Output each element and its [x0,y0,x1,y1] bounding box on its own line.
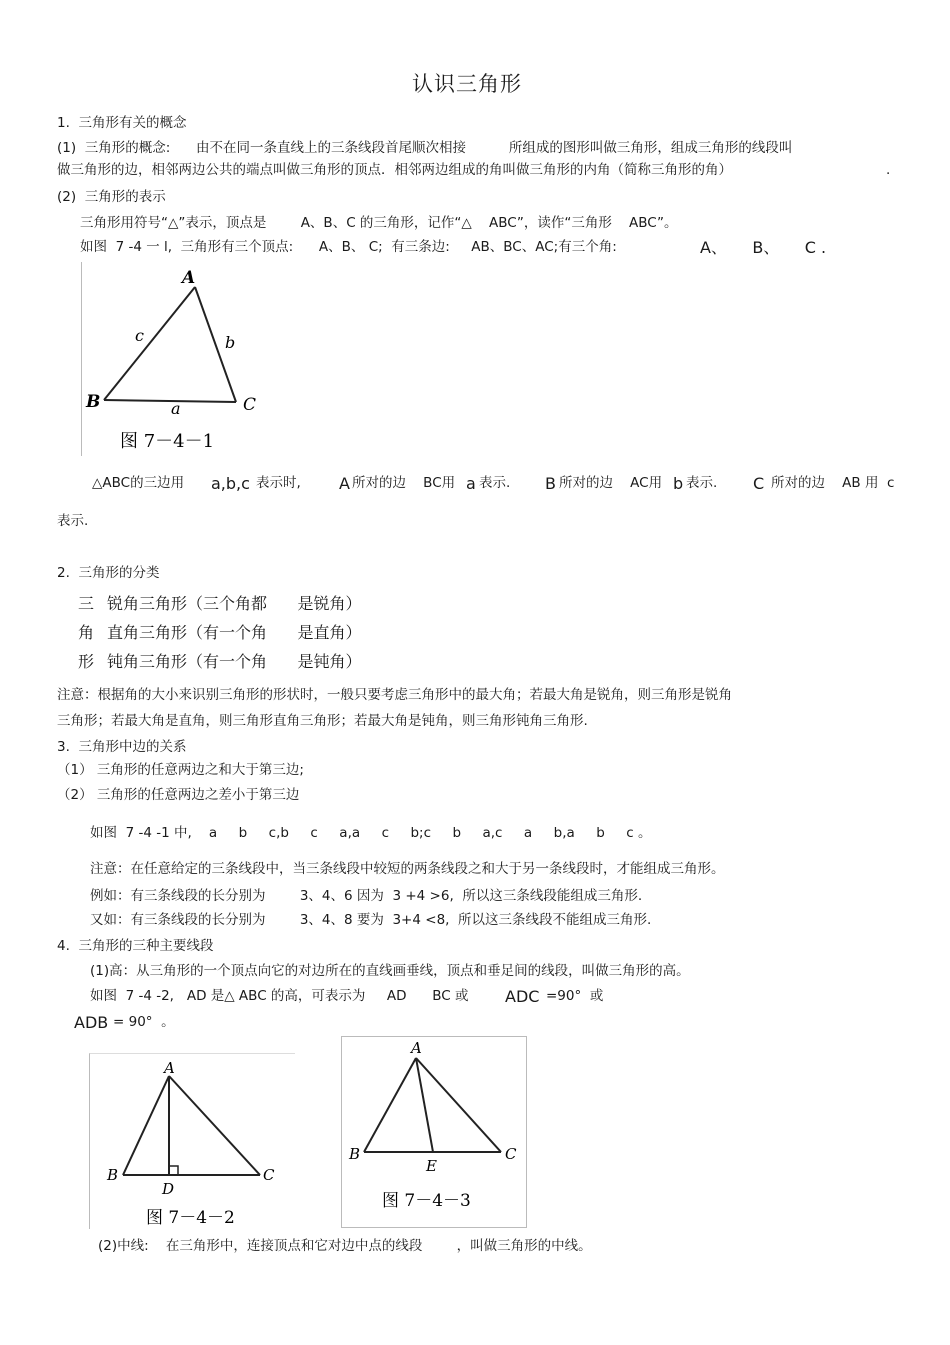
fig3-side-ab [364,1058,416,1152]
section-2-heading: 2. 三角形的分类 [57,565,160,581]
height-adc: ADC [505,987,540,1006]
side-text-7: 所对的边 AB 用 c [771,475,895,491]
classification-prefix-1: 三 [78,594,95,613]
concept-line-2: 做三角形的边，相邻两边公共的端点叫做三角形的顶点．相邻两边组成的角叫做三角形的内角（简称三角形的角） [57,162,732,178]
relation-example-2: 又如：有三条线段的长分别为 3、4、8 要为 3+4 <8, 所以这三条线段不能组成三角形. [90,912,652,928]
height-example: 如图 7 -4 -2, AD 是△ ABC 的高，可表示为 AD BC 或 [90,988,469,1004]
height-adb: ADB [74,1013,109,1032]
side-B: B [545,474,556,493]
fig3-caption: 图 7－4－3 [382,1191,471,1211]
height-definition: (1)高：从三角形的一个顶点向它的对边所在的直线画垂线，顶点和垂足间的线段，叫做三角形的高。 [90,963,690,979]
fig2-label-A: A [164,1059,175,1077]
relation-note: 注意：在任意给定的三条线段中，当三条线段中较短的两条线段之和大于另一条线段时，才能组成三角形。 [90,861,725,877]
representation-line-1: 三角形用符号“△”表示，顶点是 A、B、C 的三角形，记作“△ ABC”，读作“三角形 ABC”。 [80,215,678,231]
fig1-label-b: b [225,333,236,352]
classification-note-1: 注意：根据角的大小来识别三角形的形状时，一般只要考虑三角形中的最大角；若最大角是锐角，则三角形是锐角 [57,687,732,703]
fig2-label-D: D [162,1180,175,1198]
fig1-label-A: A [182,268,196,288]
fig3-label-B: B [349,1145,361,1163]
page-title: 认识三角形 [412,72,522,96]
fig2-side-ac [169,1076,260,1175]
fig3-label-C: C [505,1145,517,1163]
side-a: a [466,474,476,493]
section-1-heading: 1. 三角形有关的概念 [57,115,187,131]
classification-note-2: 三角形；若最大角是直角，则三角形直角三角形；若最大角是钝角，则三角形钝角三角形. [57,713,588,729]
figure-7-4-2 [89,1053,295,1229]
fig1-side-c [104,287,195,400]
side-text-6: 表示. [686,475,718,491]
classification-prefix-3: 形 [78,652,95,671]
side-abc: a,b,c [211,474,250,493]
side-A: A [339,474,350,493]
side-text-2: 表示时, [256,475,301,491]
fig2-label-B: B [107,1166,119,1184]
side-b: b [673,474,684,493]
fig3-side-ac [416,1058,501,1152]
concept-period: . [886,162,891,178]
relation-1: （1） 三角形的任意两边之和大于第三边; [57,762,304,778]
classification-prefix-2: 角 [78,623,95,642]
concept-line-1: (1) 三角形的概念: 由不在同一条直线上的三条线段首尾顺次相接 所组成的图形叫做三角形，组成三角形的线段叫 [57,140,793,156]
section-3-heading: 3. 三角形中边的关系 [57,739,187,755]
fig2-side-ab [123,1076,169,1175]
figure-7-4-1 [81,262,272,456]
representation-heading: (2) 三角形的表示 [57,189,166,205]
fig1-label-C: C [243,395,257,415]
side-text-3: 所对的边 BC用 [352,475,456,491]
fig3-median-ae [416,1058,433,1152]
fig1-label-B: B [86,392,101,412]
fig2-caption: 图 7－4－2 [146,1208,235,1228]
relation-example-1: 例如：有三条线段的长分别为 3、4、6 因为 3 +4 >6, 所以这三条线段能组成三角形. [90,888,643,904]
height-adb-value: = 90° 。 [113,1014,175,1030]
relation-example: 如图 7 -4 -1 中, a b c,b c a,a c b;c b a,c a b,a b c 。 [90,825,652,841]
relation-2: （2） 三角形的任意两边之差小于第三边 [57,787,300,803]
side-text-end: 表示. [57,513,89,529]
fig3-label-E: E [426,1157,437,1175]
fig3-label-A: A [411,1039,422,1057]
fig1-side-a [104,400,236,402]
median-definition: (2)中线: 在三角形中，连接顶点和它对边中点的线段 ，叫做三角形的中线。 [98,1238,592,1254]
classification-row-1: 锐角三角形（三个角都 是锐角） [107,594,362,613]
fig2-right-angle-mark [169,1166,178,1175]
classification-row-2: 直角三角形（有一个角 是直角） [107,623,362,642]
fig1-label-c: c [135,326,144,345]
representation-line-2: 如图 7 -4 一 l, 三角形有三个顶点: A、B、 C; 有三条边: AB、BC、AC;有三个角: [80,239,617,255]
side-text-4: 表示. [479,475,511,491]
height-adc-value: =90° 或 [546,988,604,1004]
fig1-caption: 图 7－4－1 [120,431,215,452]
section-4-heading: 4. 三角形的三种主要线段 [57,938,214,954]
side-text-5: 所对的边 AC用 [559,475,663,491]
fig1-label-a: a [171,399,181,418]
fig2-label-C: C [263,1166,275,1184]
classification-row-3: 钝角三角形（有一个角 是钝角） [107,652,362,671]
figure-7-4-3 [341,1036,527,1228]
side-C: C [753,474,765,493]
side-text-1: △ABC的三边用 [92,475,185,491]
representation-angles: A、 B、 C . [700,238,827,257]
